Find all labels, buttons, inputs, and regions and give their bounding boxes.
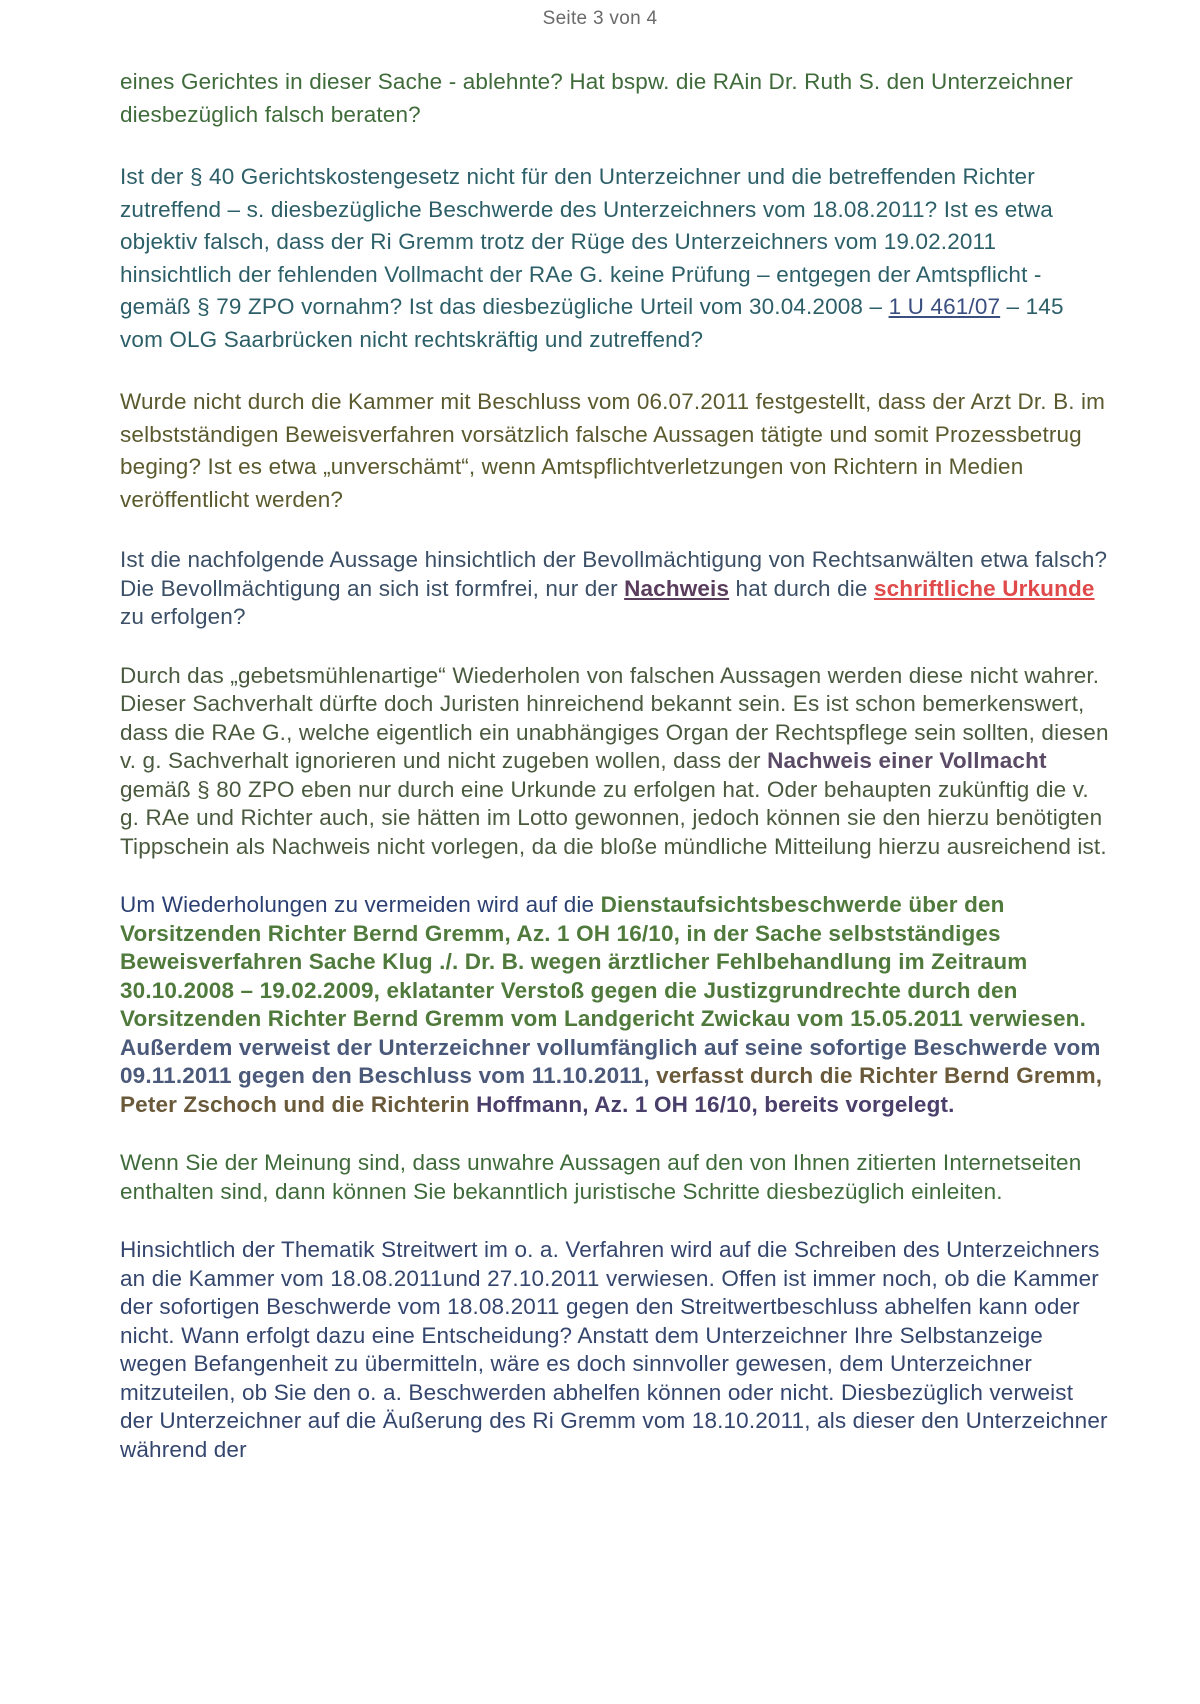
case-number-reference: 1 U 461/07 [888,294,1001,319]
emphasis-nachweis-vollmacht: Nachweis einer Vollmacht [767,748,1047,773]
paragraph-5-text-before: Durch das „gebetsmühlenartige“ Wiederholen von falschen Aussagen werden diese nicht wahrer. Dieser Sachverhalt dürfte doch Juristen hinreichend bekannt sein. Es ist schon bemerkenswert, dass die RAe G., welche eigentlich ein unabhängiges Organ der Rechtspflege sein sollten, diesen v. g. Sachverhalt ignorieren und nicht zugeben wollen, dass der [120,662,1109,773]
paragraph-3: Wurde nicht durch die Kammer mit Beschluss vom 06.07.2011 festgestellt, dass der Arzt Dr. B. im selbstständigen Beweisverfahren vorsätzlich falsche Aussagen tätigte und somit Prozessbetrug beging? Ist es etwa „unverschämt“, wenn Amtspflichtverletzungen von Richtern in Medien veröffentlicht werden? [120,389,1106,512]
emphasis-schriftliche-urkunde: schriftliche Urkunde [873,575,1095,601]
page-number-header: Seite 3 von 4 [542,8,658,29]
judges-reference: verfasst durch die Richter Bernd Gremm, Peter Zschoch und die Richterin [120,1063,1103,1117]
paragraph-1: eines Gerichtes in dieser Sache - ablehnte? Hat bspw. die RAin Dr. Ruth S. den Unterzeichner diesbezüglich falsch beraten? [120,69,1074,127]
paragraph-4 [120,546,1110,632]
paragraph-5 [120,662,1110,862]
paragraph-5-text-after: gemäß § 80 ZPO eben nur durch eine Urkunde zu erfolgen hat. Oder behaupten zukünftig die v. g. RAe und Richter auch, sie hätten im Lotto gewonnen, jedoch können sie den hierzu benötigten Tippschein als Nachweis nicht vorlegen, da die bloße mündliche Mitteilung hierzu ausreichend ist. [120,776,1107,859]
letter-body [120,66,1110,1494]
paragraph-4-text-before: Ist die nachfolgende Aussage hinsichtlich der Bevollmächtigung von Rechtsanwälten etwa falsch? Die Bevollmächtigung an sich ist formfrei, nur der [120,547,1108,601]
paragraph-2-text-after: – 145 vom OLG Saarbrücken nicht rechtskräftig und zutreffend? [120,294,1064,352]
paragraph-4-text-after: zu erfolgen? [120,604,246,629]
case-reference-closing: Hoffmann, Az. 1 OH 16/10, bereits vorgelegt. [476,1091,955,1117]
paragraph-6-text-before: Um Wiederholungen zu vermeiden wird auf die [120,892,601,917]
paragraph-6-bold-block [120,892,1102,1117]
paragraph-8: Hinsichtlich der Thematik Streitwert im o. a. Verfahren wird auf die Schreiben des Unterzeichners an die Kammer vom 18.08.2011und 27.10.2011 verwiesen. Offen ist immer noch, ob die Kammer der sofortigen Beschwerde vom 18.08.2011 gegen den Streitwertbeschluss abhelfen kann oder nicht. Wann erfolgt dazu eine Entscheidung? Anstatt dem Unterzeichner Ihre Selbstanzeige wegen Befangenheit zu übermitteln, wäre es doch sinnvoller gewesen, dem Unterzeichner mitzuteilen, ob Sie den o. a. Beschwerden abhelfen können oder nicht. Diesbezüglich verweist der Unterzeichner auf die Äußerung des Ri Gremm vom 18.10.2011, als dieser den Unterzeichner während der [120,1237,1108,1462]
emphasis-nachweis: Nachweis [624,575,730,601]
paragraph-7: Wenn Sie der Meinung sind, dass unwahre Aussagen auf den von Ihnen zitierten Internetseiten enthalten sind, dann können Sie bekanntlich juristische Schritte diesbezüglich einleiten. [120,1150,1082,1204]
paragraph-4-text-middle: hat durch die [729,575,874,601]
paragraph-2 [120,161,1110,356]
paragraph-2-text-before: Ist der § 40 Gerichtskostengesetz nicht für den Unterzeichner und die betreffenden Richter zutreffend – s. diesbezügliche Beschwerde des Unterzeichners vom 18.08.2011? Ist es etwa objektiv falsch, dass der Ri Gremm trotz der Rüge des Unterzeichners vom 19.02.2011 hinsichtlich der fehlenden Vollmacht der RAe G. keine Prüfung – entgegen der Amtspflicht - gemäß § 79 ZPO vornahm? Ist das diesbezügliche Urteil vom 30.04.2008 – [120,164,1053,319]
dienstaufsichtsbeschwerde-reference: Dienstaufsichtsbeschwerde über den Vorsitzenden Richter Bernd Gremm, Az. 1 OH 16/10, in der Sache selbstständiges Beweisverfahren Sache Klug ./. Dr. B. wegen ärztlicher Fehlbehandlung im Zeitraum 30.10.2008 – 19.02.2009, eklatanter Verstoß gegen die Justizgrundrechte durch den Vorsitzenden Richter Bernd Gremm vom Landgericht Zwickau vom 15.05.2011 verwiesen. [120,892,1086,1031]
sofortige-beschwerde-reference: Außerdem verweist der Unterzeichner vollumfänglich auf seine sofortige Beschwerde vom 09.11.2011 gegen den Beschluss vom 11.10.2011, [120,1034,1101,1088]
paragraph-6 [120,891,1110,1119]
